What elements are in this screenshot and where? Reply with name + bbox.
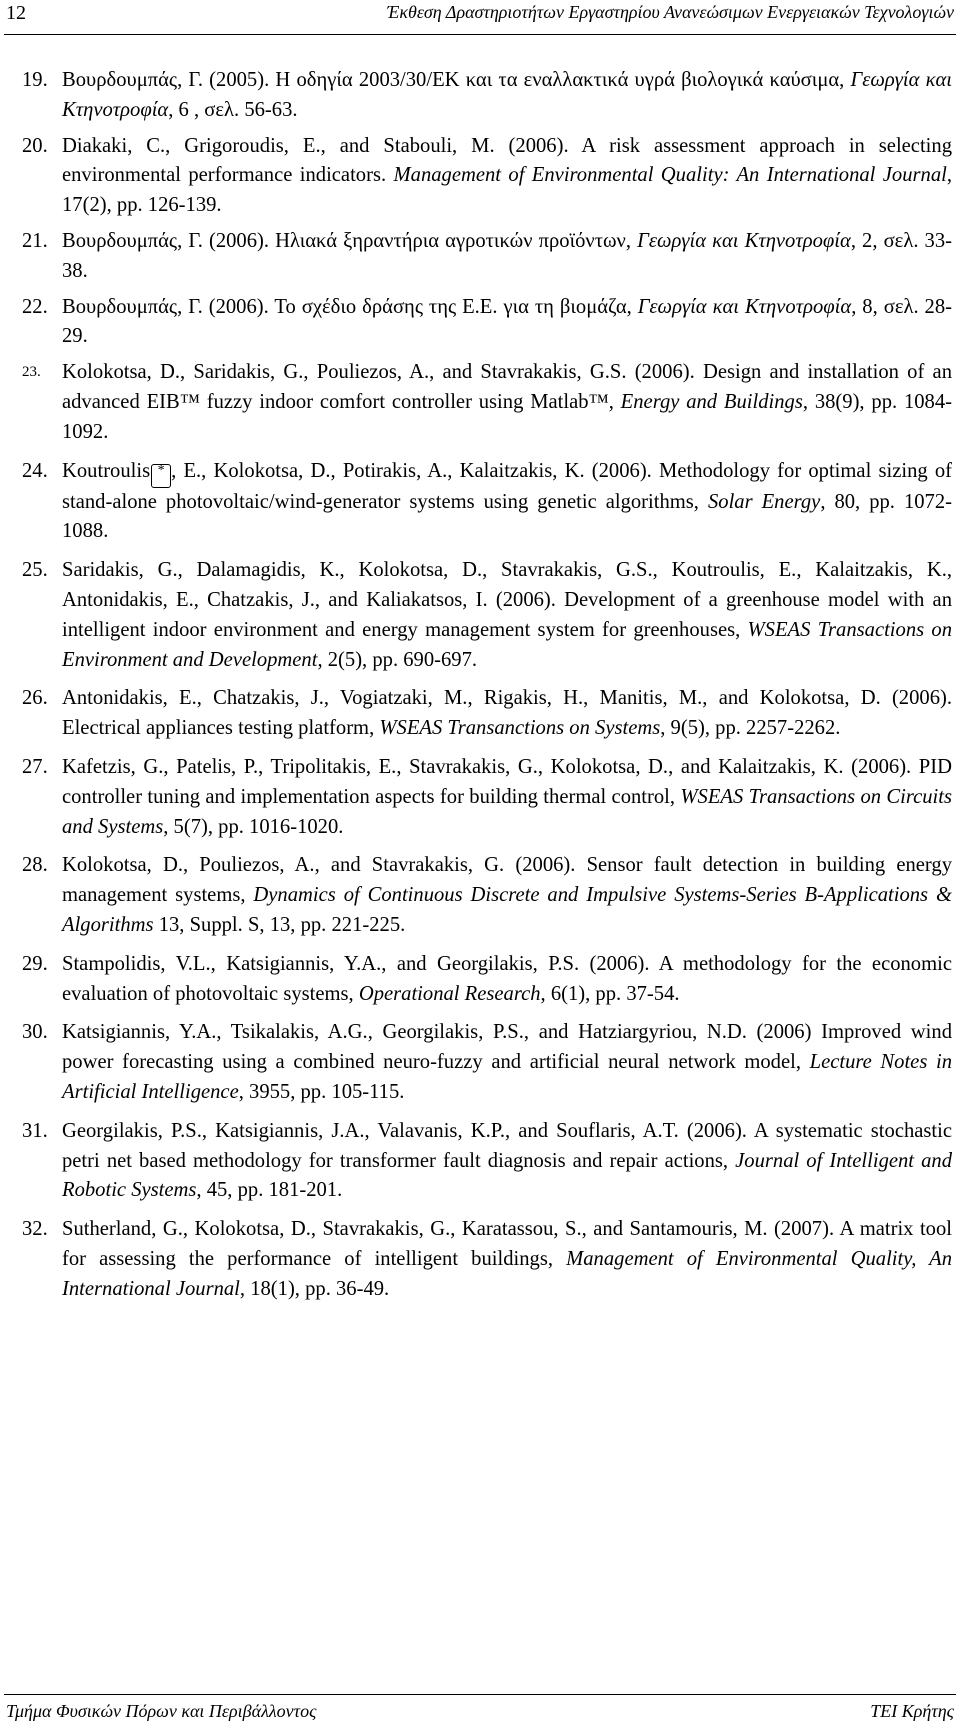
reference-item: [22, 293, 952, 353]
journal-title: WSEAS Transactions on Environment and Development: [62, 618, 952, 671]
reference-item: [22, 457, 952, 548]
reference-details: , 6 , σελ. 56-63.: [168, 98, 298, 121]
reference-number: 21.: [22, 229, 48, 252]
reference-author: Koutroulis: [62, 459, 151, 482]
reference-text: Antonidakis, E., Chatzakis, J., Vogiatzaki, M., Rigakis, H., Manitis, M., and Kolokotsa, D. (2006). Electrical appliances testing platform,: [62, 687, 952, 740]
reference-text: Kolokotsa, D., Saridakis, G., Pouliezos, A., and Stavrakakis, G.S. (2006). Design and installation of an advanced EIB™ fuzzy indoor comfort controller using Matlab™,: [62, 361, 952, 413]
reference-details: , 6(1), pp. 37-54.: [540, 982, 680, 1005]
reference-number: 24.: [22, 459, 48, 482]
reference-text: Saridakis, G., Dalamagidis, K., Kolokotsa, D., Stavrakakis, G.S., Koutroulis, E., Kalaitzakis, K., Antonidakis, E., Chatzakis, J., and Kaliakatsos, I. (2006). Development of a greenhouse model with an intelligent indoor environment and energy management system for greenhouses,: [62, 559, 952, 641]
running-title: Έκθεση Δραστηριοτήτων Εργαστηρίου Ανανεώσιμων Ενεργειακών Τεχνολογιών: [387, 2, 954, 22]
reference-text: Stampolidis, V.L., Katsigiannis, Y.A., and Georgilakis, P.S. (2006). A methodology for the economic evaluation of photovoltaic systems,: [62, 952, 952, 1005]
journal-title: Γεωργία και Κτηνοτροφία: [637, 229, 851, 252]
reference-text: Kolokotsa, D., Pouliezos, A., and Stavrakakis, G. (2006). Sensor fault detection in building energy management systems,: [62, 854, 952, 907]
reference-text: , E., Kolokotsa, D., Potirakis, A., Kalaitzakis, K. (2006). Methodology for optimal sizing of stand-alone photovoltaic/wind-generator systems using genetic algorithms,: [62, 459, 952, 513]
asterisk-mark-icon: *: [151, 464, 171, 488]
reference-details: , 8, σελ. 28-29.: [62, 295, 953, 348]
reference-list: [22, 66, 952, 1313]
reference-item: [22, 1117, 952, 1206]
journal-title: Solar Energy: [707, 490, 821, 513]
journal-title: Lecture Notes in Artificial Intelligence: [62, 1051, 952, 1103]
reference-number: 30.: [22, 1021, 48, 1044]
reference-details: , 45, pp. 181-201.: [196, 1179, 343, 1202]
reference-text: Βουρδουμπάς, Γ. (2006). Το σχέδιο δράσης της Ε.Ε. για τη βιομάζα,: [62, 295, 638, 318]
reference-number: 23.: [22, 364, 41, 381]
reference-item: [22, 1018, 952, 1107]
journal-title: Management of Environmental Quality, An International Journal: [62, 1247, 952, 1300]
reference-details: , 9(5), pp. 2257-2262.: [660, 717, 841, 740]
reference-details: , 18(1), pp. 36-49.: [239, 1277, 390, 1300]
reference-details: , 2, σελ. 33-38.: [62, 229, 953, 282]
reference-item: [22, 132, 952, 221]
reference-text: Βουρδουμπάς, Γ. (2005). Η οδηγία 2003/30/ΕΚ και τα εναλλακτικά υγρά βιολογικά καύσιμα,: [62, 69, 851, 91]
reference-item: [22, 358, 952, 447]
reference-details: , 38(9), pp. 1084-1092.: [62, 390, 953, 443]
reference-item: [22, 684, 952, 744]
page-header: [4, 0, 956, 35]
reference-number: 25.: [22, 559, 48, 582]
reference-details: , 3955, pp. 105-115.: [238, 1080, 405, 1103]
reference-number: 20.: [22, 134, 48, 157]
reference-number: 27.: [22, 755, 48, 778]
reference-item: [22, 556, 952, 675]
reference-item: [22, 1215, 952, 1304]
reference-details: , 5(7), pp. 1016-1020.: [163, 815, 344, 838]
reference-item: [22, 66, 952, 126]
reference-number: 26.: [22, 687, 48, 710]
reference-text: Diakaki, C., Grigoroudis, E., and Stabouli, M. (2006). A risk assessment approach in selecting environmental performance indicators.: [62, 134, 952, 187]
reference-details: 13, Suppl. S, 13, pp. 221-225.: [153, 913, 406, 936]
department-name: Τμήμα Φυσικών Πόρων και Περιβάλλοντος: [6, 1701, 317, 1721]
reference-number: 31.: [22, 1119, 48, 1142]
journal-title: Operational Research: [358, 982, 541, 1005]
reference-number: 28.: [22, 854, 48, 877]
reference-details: , 80, pp. 1072-1088.: [62, 490, 953, 543]
reference-number: 19.: [22, 69, 48, 91]
page-footer: [4, 1694, 956, 1731]
reference-text: Katsigiannis, Y.A., Tsikalakis, A.G., Georgilakis, P.S., and Hatziargyriou, N.D. (2006) Improved wind power forecasting using a combined neuro-fuzzy and artificial neural network model,: [62, 1021, 952, 1074]
journal-title: Γεωργία και Κτηνοτροφία: [62, 69, 952, 121]
reference-item: [22, 227, 952, 287]
journal-title: WSEAS Transanctions on Systems: [379, 717, 661, 740]
journal-title: Management of Environmental Quality: An International Journal: [393, 164, 947, 187]
reference-item: [22, 851, 952, 940]
journal-title: Dynamics of Continuous Discrete and Impulsive Systems-Series B-Applications & Algorithms: [62, 884, 952, 936]
journal-title: Energy and Buildings: [620, 390, 803, 413]
reference-text: Kafetzis, G., Patelis, P., Tripolitakis, E., Stavrakakis, G., Kolokotsa, D., and Kalaitzakis, K. (2006). PID controller tuning and implementation aspects for building thermal control,: [62, 755, 952, 808]
journal-title: WSEAS Transactions on Circuits and Systems: [62, 785, 952, 838]
reference-number: 32.: [22, 1218, 48, 1241]
page-number: 12: [6, 2, 26, 24]
journal-title: Journal of Intelligent and Robotic Systems: [62, 1149, 952, 1202]
reference-text: Sutherland, G., Kolokotsa, D., Stavrakakis, G., Karatassou, S., and Santamouris, M. (2007). A matrix tool for assessing the performance of intelligent buildings,: [62, 1218, 952, 1270]
reference-number: 22.: [22, 295, 48, 318]
institution-name: ΤΕΙ Κρήτης: [870, 1701, 954, 1721]
reference-item: [22, 950, 952, 1010]
reference-details: , 17(2), pp. 126-139.: [62, 164, 952, 217]
journal-title: Γεωργία και Κτηνοτροφία: [637, 295, 852, 318]
reference-text: Georgilakis, P.S., Katsigiannis, J.A., Valavanis, K.P., and Souflaris, A.T. (2006). A systematic stochastic petri net based methodology for transformer fault diagnosis and repair actions,: [62, 1119, 952, 1172]
reference-item: [22, 753, 952, 842]
reference-text: Βουρδουμπάς, Γ. (2006). Ηλιακά ξηραντήρια αγροτικών προϊόντων,: [62, 229, 638, 252]
reference-details: , 2(5), pp. 690-697.: [317, 648, 478, 671]
reference-number: 29.: [22, 952, 48, 975]
